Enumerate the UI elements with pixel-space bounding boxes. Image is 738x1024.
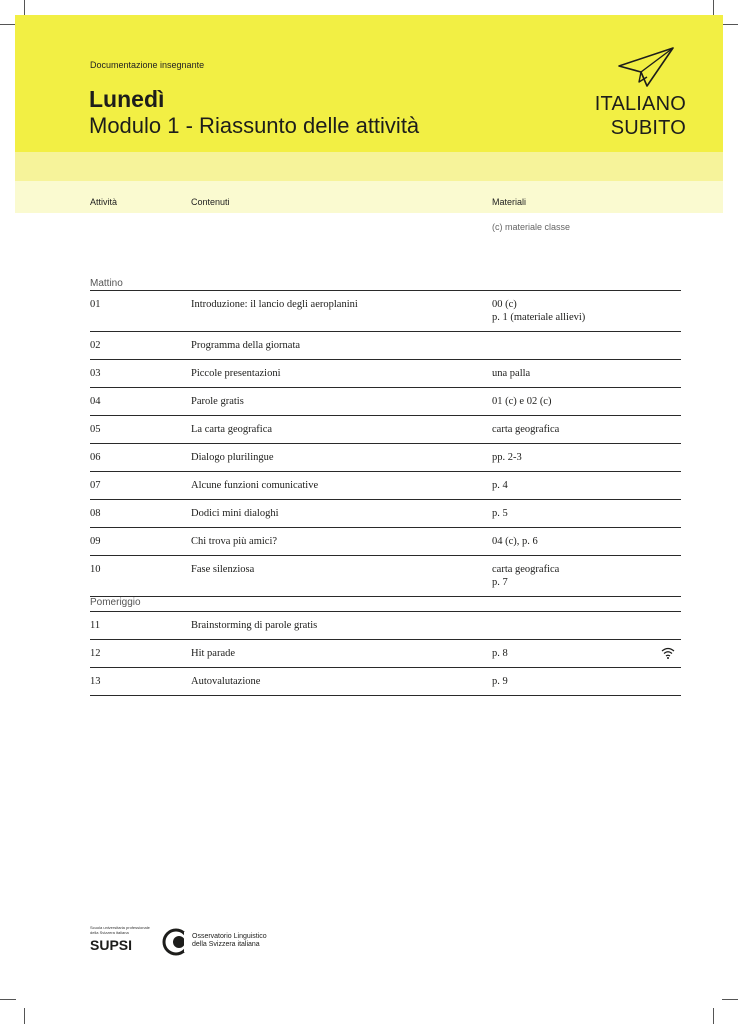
brand-line-1: ITALIANO bbox=[594, 93, 686, 115]
table-row-divider bbox=[90, 443, 681, 444]
table-rule bbox=[90, 611, 681, 612]
column-header-contenuti: Contenuti bbox=[191, 197, 230, 207]
activity-content: Dodici mini dialoghi bbox=[191, 508, 279, 519]
crop-mark bbox=[713, 0, 714, 16]
table-row-divider bbox=[90, 415, 681, 416]
table-row-divider bbox=[90, 387, 681, 388]
activity-content: Parole gratis bbox=[191, 396, 244, 407]
crop-mark bbox=[0, 999, 16, 1000]
activity-content: Alcune funzioni comunicative bbox=[191, 480, 319, 491]
activity-number: 10 bbox=[90, 564, 101, 575]
activity-material: p. 1 (materiale allievi) bbox=[492, 312, 586, 323]
crop-mark bbox=[713, 1008, 714, 1024]
activity-number: 04 bbox=[90, 396, 101, 407]
activity-number: 03 bbox=[90, 368, 101, 379]
activity-number: 05 bbox=[90, 424, 101, 435]
brand-logo bbox=[586, 92, 686, 140]
paper-plane-icon bbox=[617, 46, 675, 88]
table-row-divider bbox=[90, 695, 681, 696]
section-label: Pomeriggio bbox=[90, 597, 141, 608]
table-row-divider bbox=[90, 639, 681, 640]
activity-content: Autovalutazione bbox=[191, 676, 261, 687]
activity-number: 02 bbox=[90, 340, 101, 351]
activity-number: 11 bbox=[90, 620, 101, 631]
activity-content: Fase silenziosa bbox=[191, 564, 255, 575]
activity-material: p. 4 bbox=[492, 480, 508, 491]
activity-number: 09 bbox=[90, 536, 101, 547]
activity-content: Piccole presentazioni bbox=[191, 368, 281, 379]
table-header-band bbox=[15, 181, 723, 213]
olsi-emblem-icon bbox=[162, 928, 190, 956]
activity-material: pp. 2-3 bbox=[492, 452, 522, 463]
table-rule bbox=[90, 290, 681, 291]
olsi-name bbox=[192, 933, 267, 949]
page-title-day: Lunedì bbox=[89, 86, 165, 112]
brand-line-2: SUBITO bbox=[610, 117, 686, 139]
table-row-divider bbox=[90, 667, 681, 668]
activity-content: Programma della giornata bbox=[191, 340, 301, 351]
activity-number: 08 bbox=[90, 508, 101, 519]
table-row-divider bbox=[90, 527, 681, 528]
activity-content: La carta geografica bbox=[191, 424, 273, 435]
wifi-icon bbox=[661, 647, 675, 659]
activity-material: p. 8 bbox=[492, 648, 508, 659]
activity-material: p. 7 bbox=[492, 577, 508, 588]
crop-mark bbox=[24, 1008, 25, 1024]
activity-content: Brainstorming di parole gratis bbox=[191, 620, 318, 631]
section-label: Mattino bbox=[90, 278, 123, 289]
table-row-divider bbox=[90, 331, 681, 332]
activity-number: 01 bbox=[90, 299, 101, 310]
activity-material: carta geografica bbox=[492, 564, 560, 575]
crop-mark bbox=[722, 24, 738, 25]
activity-content: Introduzione: il lancio degli aeroplanini bbox=[191, 299, 358, 310]
column-header-materiali: Materiali bbox=[492, 197, 527, 207]
crop-mark bbox=[722, 999, 738, 1000]
column-header-attivita: Attività bbox=[90, 197, 118, 207]
table-row-divider bbox=[90, 499, 681, 500]
materials-legend-note: (c) materiale classe bbox=[492, 222, 571, 232]
table-row-divider bbox=[90, 359, 681, 360]
activity-content: Chi trova più amici? bbox=[191, 536, 278, 547]
activity-material: 01 (c) e 02 (c) bbox=[492, 396, 552, 407]
supsi-logo bbox=[90, 925, 150, 953]
activity-material: 04 (c), p. 6 bbox=[492, 536, 538, 547]
olsi-line-1: Osservatorio Linguistico bbox=[192, 933, 267, 940]
table-row-divider bbox=[90, 471, 681, 472]
crop-mark bbox=[0, 24, 16, 25]
activity-number: 06 bbox=[90, 452, 101, 463]
table-row-divider bbox=[90, 555, 681, 556]
olsi-line-2: della Svizzera italiana bbox=[192, 941, 260, 948]
activity-material: una palla bbox=[492, 368, 531, 379]
activity-content: Dialogo plurilingue bbox=[191, 452, 274, 463]
crop-mark bbox=[24, 0, 25, 16]
activity-material: carta geografica bbox=[492, 424, 560, 435]
activity-number: 12 bbox=[90, 648, 101, 659]
supsi-name: SUPSI bbox=[90, 937, 133, 953]
supsi-subtitle: Scuola universitaria professionale della Svizzera italiana bbox=[90, 925, 150, 935]
activity-material: p. 9 bbox=[492, 676, 508, 687]
table-row-divider bbox=[90, 596, 681, 597]
document-label: Documentazione insegnante bbox=[90, 60, 205, 70]
activity-material: 00 (c) bbox=[492, 299, 517, 310]
page-title-module: Modulo 1 - Riassunto delle attività bbox=[89, 113, 420, 138]
activity-number: 07 bbox=[90, 480, 101, 491]
activity-content: Hit parade bbox=[191, 648, 236, 659]
header-subband bbox=[15, 152, 723, 181]
activity-number: 13 bbox=[90, 676, 101, 687]
activity-material: p. 5 bbox=[492, 508, 508, 519]
